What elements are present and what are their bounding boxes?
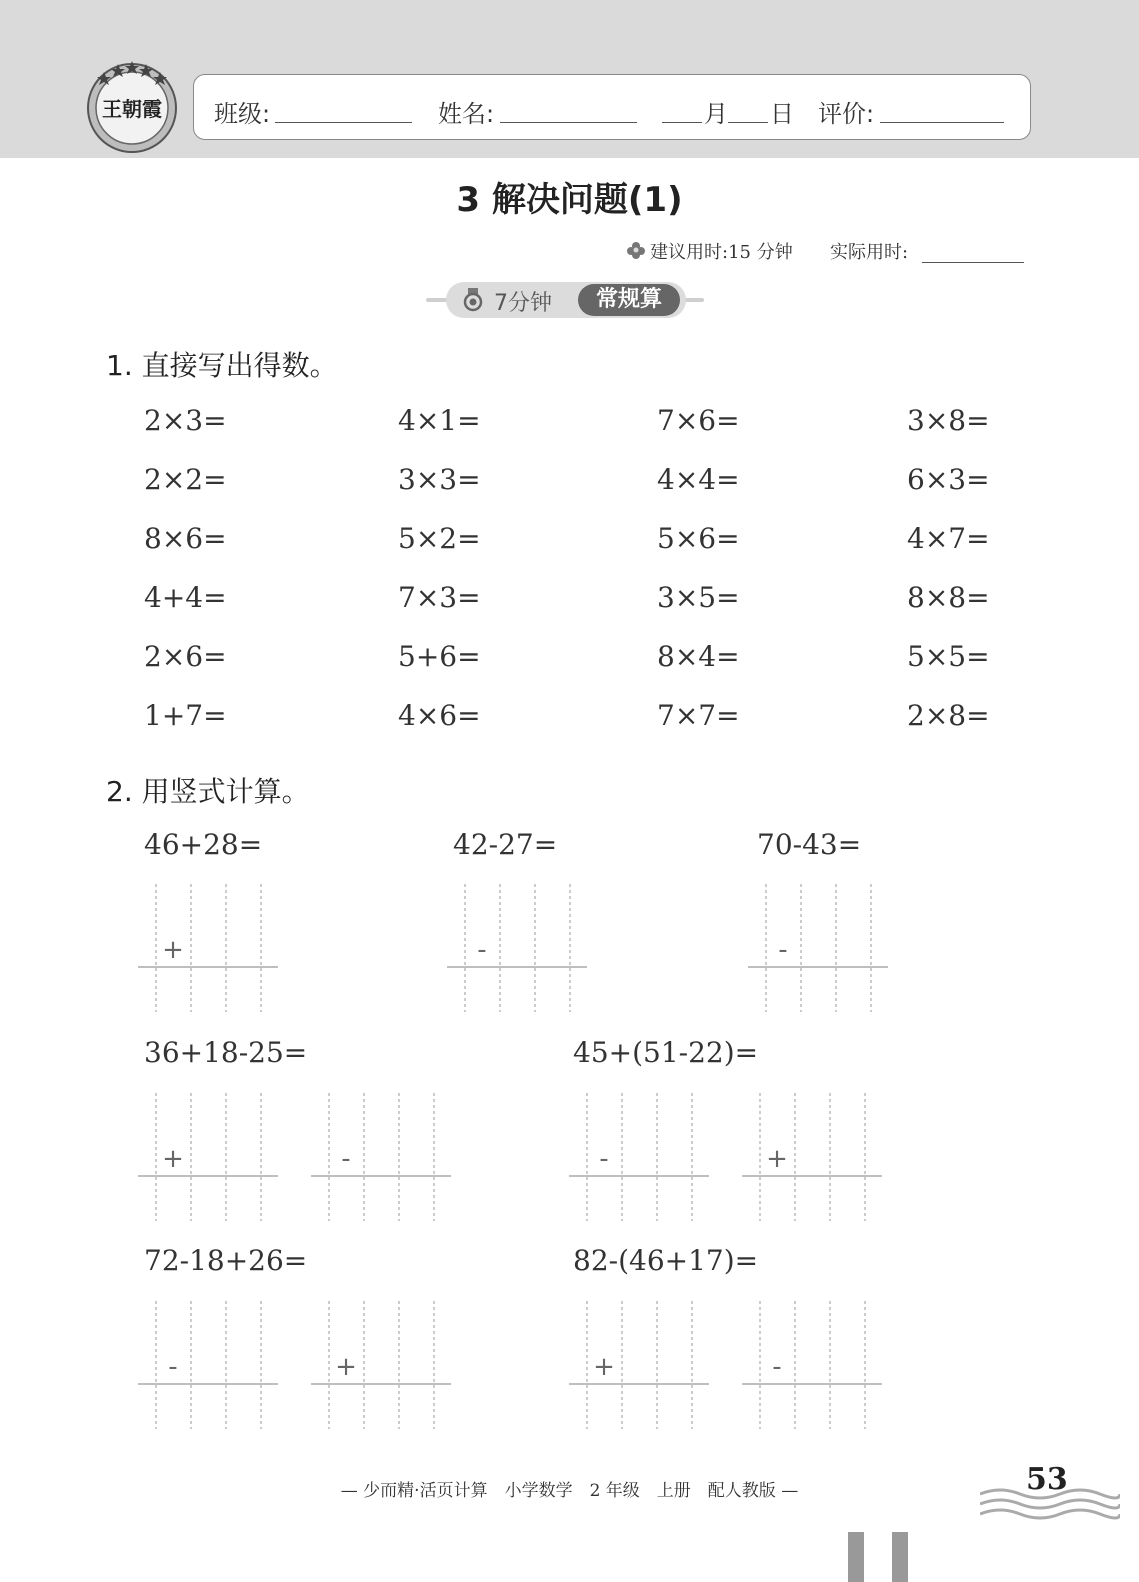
vertical-calc-grid[interactable] (742, 1301, 884, 1431)
day-label: 日 (770, 100, 794, 128)
section-tag: 常规算 (578, 284, 680, 316)
operator-sign: - (341, 1144, 351, 1174)
operator-sign: - (168, 1352, 178, 1382)
vertical-calc-grid[interactable] (447, 884, 589, 1014)
pill-line-right (684, 298, 704, 302)
q2-expression: 70-43= (757, 828, 862, 861)
q1-expression: 5×6= (657, 522, 740, 555)
q1-expression: 4×1= (398, 404, 481, 437)
operator-sign: + (593, 1352, 615, 1382)
q1-expression: 5×2= (398, 522, 481, 555)
q2-expression: 36+18-25= (144, 1036, 308, 1069)
day-field[interactable] (728, 122, 768, 123)
page-number: 53 (1026, 1462, 1068, 1497)
q1-expression: 3×3= (398, 463, 481, 496)
q2-title: 2. 用竖式计算。 (106, 775, 310, 808)
q1-title: 1. 直接写出得数。 (106, 349, 338, 382)
q1-expression: 7×7= (657, 699, 740, 732)
flower-icon (626, 240, 646, 260)
page-title: 3 解决问题(1) (456, 180, 683, 220)
name-field[interactable] (500, 122, 637, 123)
operator-sign: + (162, 935, 184, 965)
q1-expression: 5+6= (398, 640, 481, 673)
q1-expression: 8×4= (657, 640, 740, 673)
operator-sign: - (778, 935, 788, 965)
vertical-calc-grid[interactable] (569, 1301, 711, 1431)
q1-expression: 2×3= (144, 404, 227, 437)
operator-sign: + (335, 1352, 357, 1382)
page-tab-right (892, 1532, 908, 1582)
class-field[interactable] (275, 122, 412, 123)
medal-icon (462, 288, 484, 312)
eval-field[interactable] (880, 122, 1004, 123)
q1-expression: 5×5= (907, 640, 990, 673)
q1-expression: 7×6= (657, 404, 740, 437)
q1-expression: 3×5= (657, 581, 740, 614)
actual-time-field[interactable] (922, 262, 1024, 263)
q2-expression: 82-(46+17)= (573, 1244, 759, 1277)
suggested-time: 建议用时:15 分钟 (650, 242, 793, 263)
q2-expression: 72-18+26= (144, 1244, 308, 1277)
vertical-calc-grid[interactable] (138, 1093, 280, 1223)
q1-expression: 1+7= (144, 699, 227, 732)
name-label: 姓名: (438, 100, 495, 128)
q1-expression: 7×3= (398, 581, 481, 614)
vertical-calc-grid[interactable] (311, 1301, 453, 1431)
logo-text: 王朝霞 (102, 97, 162, 121)
month-field[interactable] (662, 122, 702, 123)
vertical-calc-grid[interactable] (311, 1093, 453, 1223)
vertical-calc-grid[interactable] (748, 884, 890, 1014)
q1-expression: 4+4= (144, 581, 227, 614)
q1-expression: 4×6= (398, 699, 481, 732)
q1-expression: 2×2= (144, 463, 227, 496)
vertical-calc-grid[interactable] (742, 1093, 884, 1223)
vertical-calc-grid[interactable] (138, 1301, 280, 1431)
month-label: 月 (704, 100, 728, 128)
operator-sign: - (599, 1144, 609, 1174)
q1-expression: 4×4= (657, 463, 740, 496)
vertical-calc-grid[interactable] (569, 1093, 711, 1223)
page-tab-left (848, 1532, 864, 1582)
operator-sign: - (772, 1352, 782, 1382)
q1-expression: 2×6= (144, 640, 227, 673)
wave-decoration (980, 1484, 1120, 1524)
student-info-box (193, 74, 1031, 140)
actual-time-label: 实际用时: (830, 242, 909, 263)
operator-sign: + (766, 1144, 788, 1174)
q1-expression: 2×8= (907, 699, 990, 732)
q1-expression: 8×6= (144, 522, 227, 555)
q1-expression: 6×3= (907, 463, 990, 496)
logo-emblem (84, 58, 180, 154)
operator-sign: + (162, 1144, 184, 1174)
eval-label: 评价: (818, 100, 875, 128)
q1-expression: 3×8= (907, 404, 990, 437)
operator-sign: - (477, 935, 487, 965)
q1-expression: 4×7= (907, 522, 990, 555)
q2-expression: 46+28= (144, 828, 263, 861)
vertical-calc-grid[interactable] (138, 884, 280, 1014)
page-footer: — 少而精·活页计算 小学数学 2 年级 上册 配人教版 — (340, 1481, 799, 1501)
q2-expression: 42-27= (453, 828, 558, 861)
section-duration: 7分钟 (494, 291, 552, 316)
q2-expression: 45+(51-22)= (573, 1036, 759, 1069)
q1-expression: 8×8= (907, 581, 990, 614)
class-label: 班级: (214, 100, 271, 128)
